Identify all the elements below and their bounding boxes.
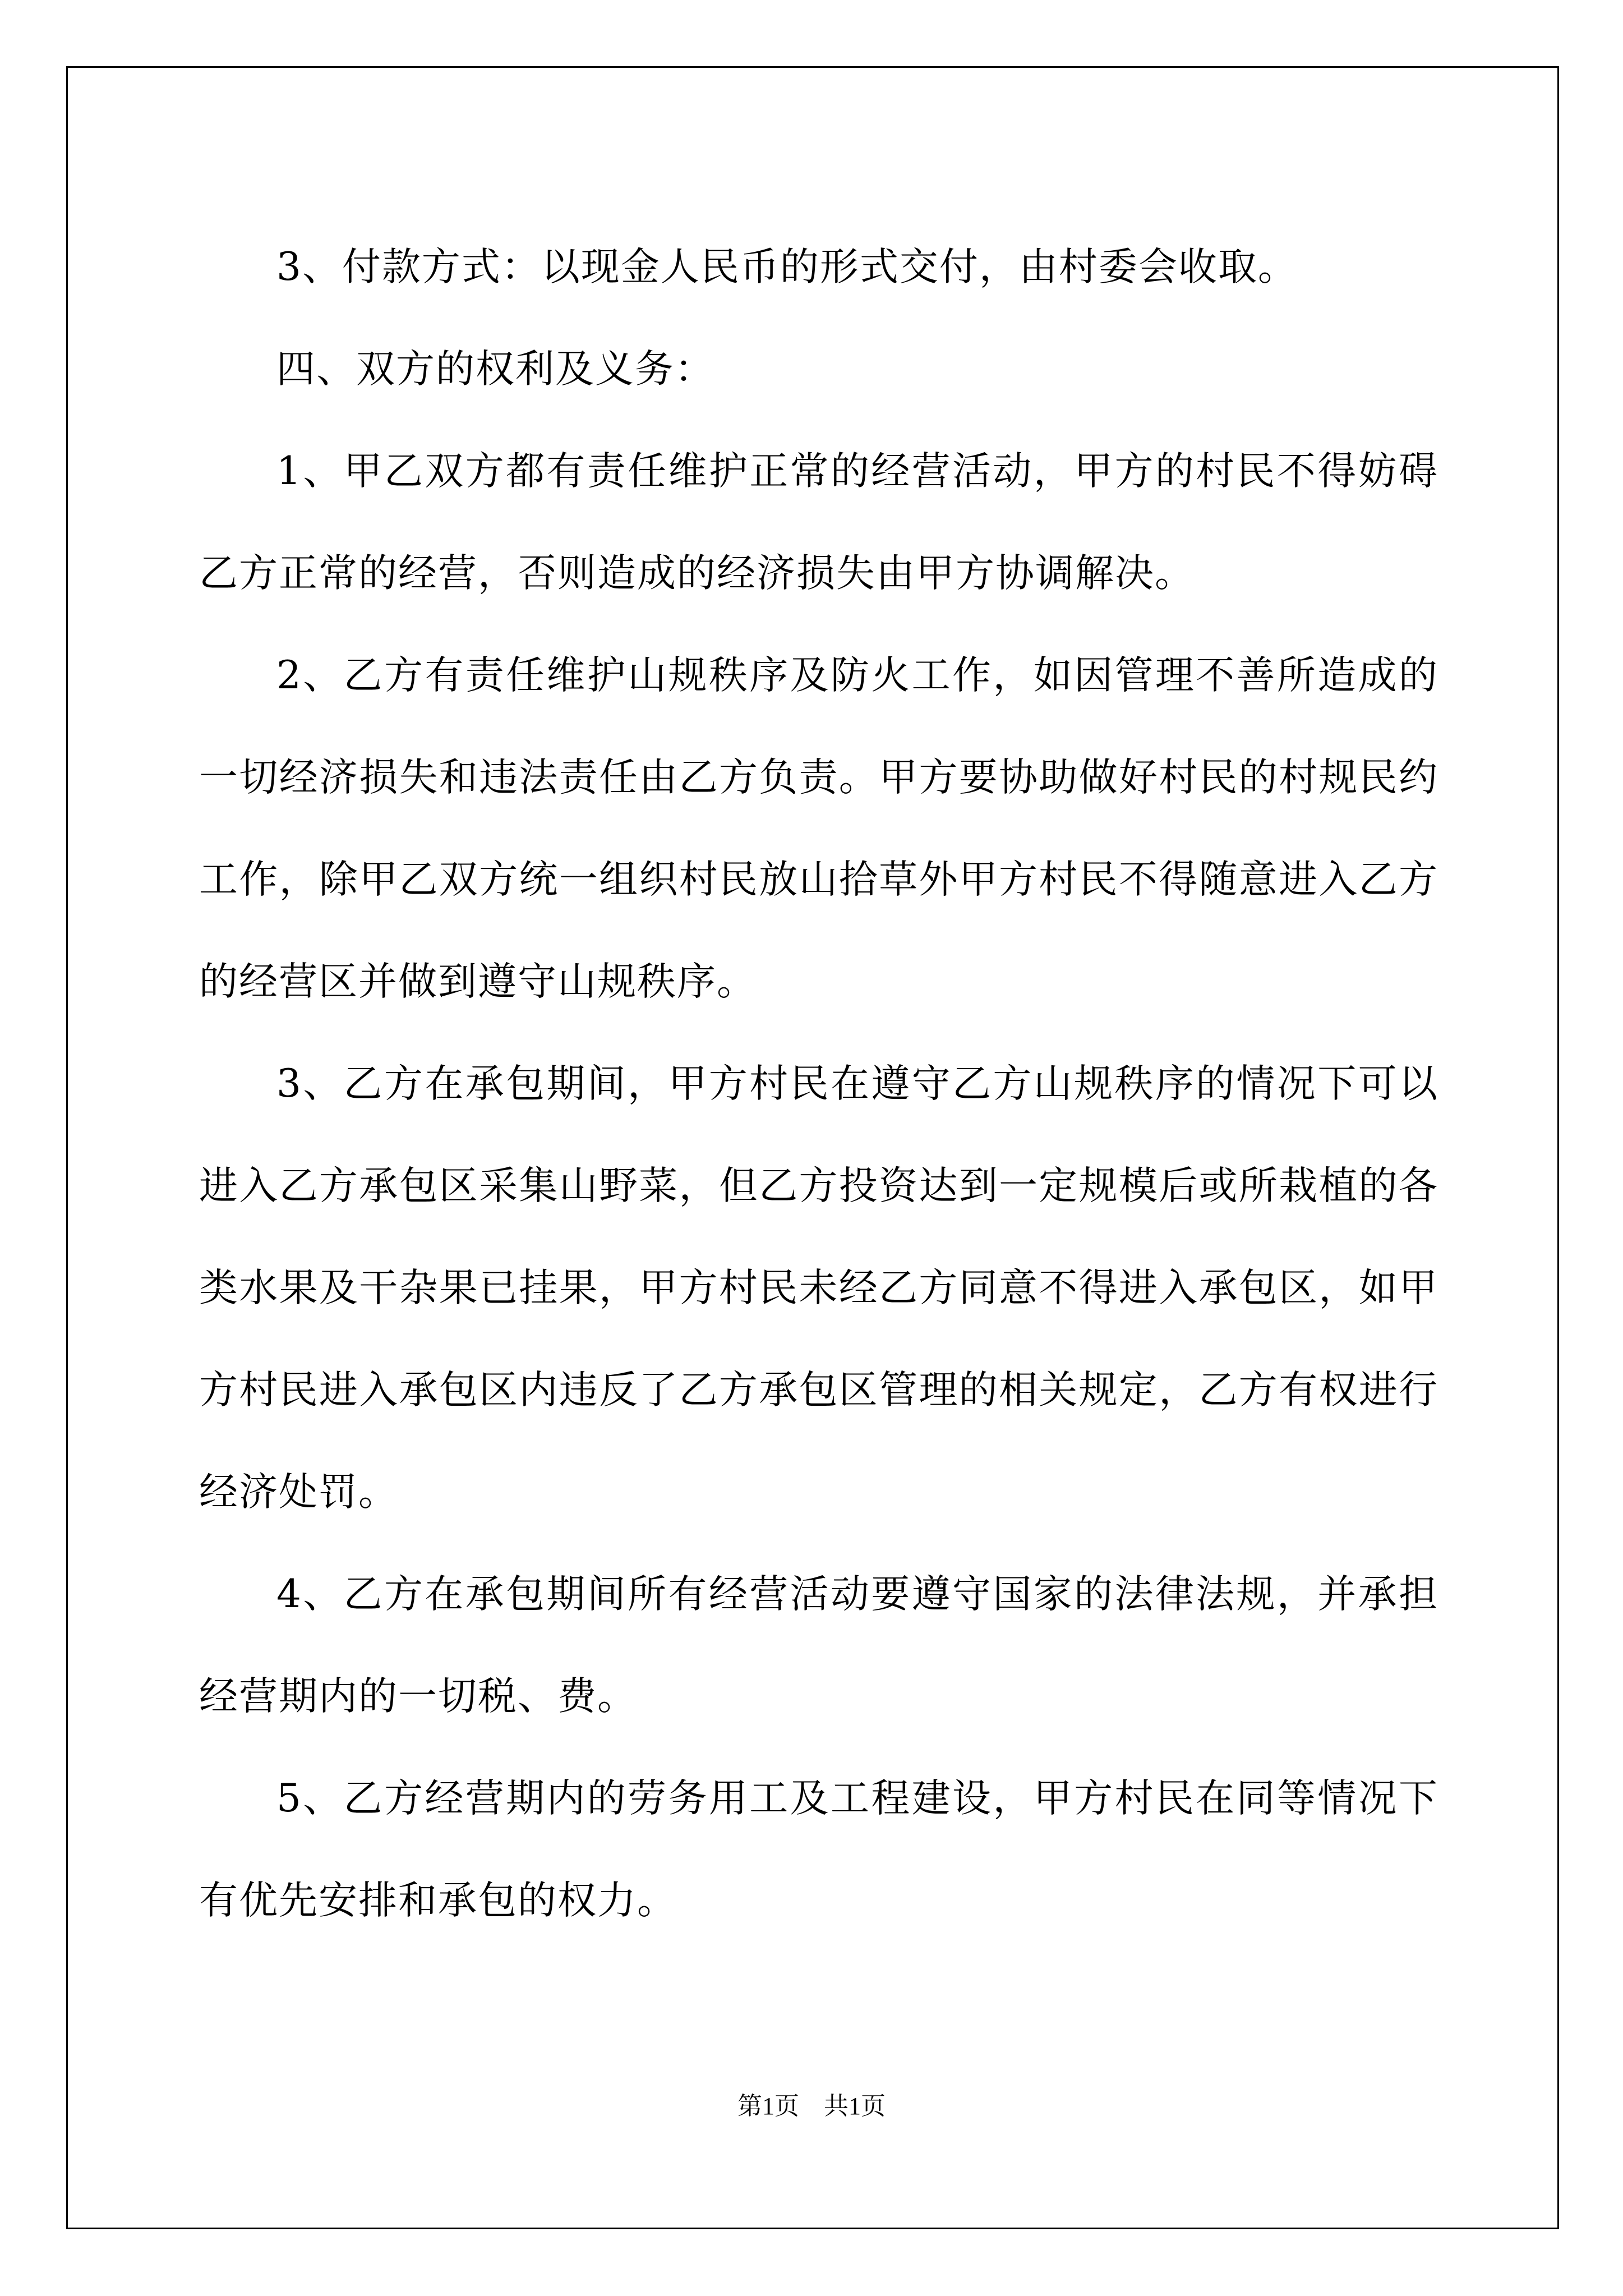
document-body	[199, 216, 1438, 1952]
page-number-footer: 第1页 共1页	[737, 2092, 886, 2120]
clause-5: 5、乙方经营期内的劳务用工及工程建设，甲方村民在同等情况下有优先安排和承包的权力。	[199, 1776, 1438, 1923]
section-heading-rights-obligations: 四、双方的权利及义务：	[276, 347, 714, 392]
clause-4: 4、乙方在承包期间所有经营活动要遵守国家的法律法规，并承担经营期内的一切税、费。	[199, 1572, 1438, 1719]
clause-2: 2、乙方有责任维护山规秩序及防火工作，如因管理不善所造成的一切经济损失和违法责任由乙方负责。甲方要协助做好村民的村规民约工作，除甲乙双方统一组织村民放山拾草外甲方村民不得随意进入乙方的经营区并做到遵守山规秩序。	[199, 653, 1438, 1004]
clause-1: 1、甲乙双方都有责任维护正常的经营活动，甲方的村民不得妨碍乙方正常的经营，否则造成的经济损失由甲方协调解决。	[199, 449, 1438, 596]
clause-3: 3、乙方在承包期间，甲方村民在遵守乙方山规秩序的情况下可以进入乙方承包区采集山野菜，但乙方投资达到一定规模后或所栽植的各类水果及干杂果已挂果，甲方村民未经乙方同意不得进入承包区，如甲方村民进入承包区内违反了乙方承包区管理的相关规定，乙方有权进行经济处罚。	[199, 1061, 1438, 1515]
paragraph-payment-method: 3、付款方式：以现金人民币的形式交付，由村委会收取。	[276, 245, 1298, 289]
